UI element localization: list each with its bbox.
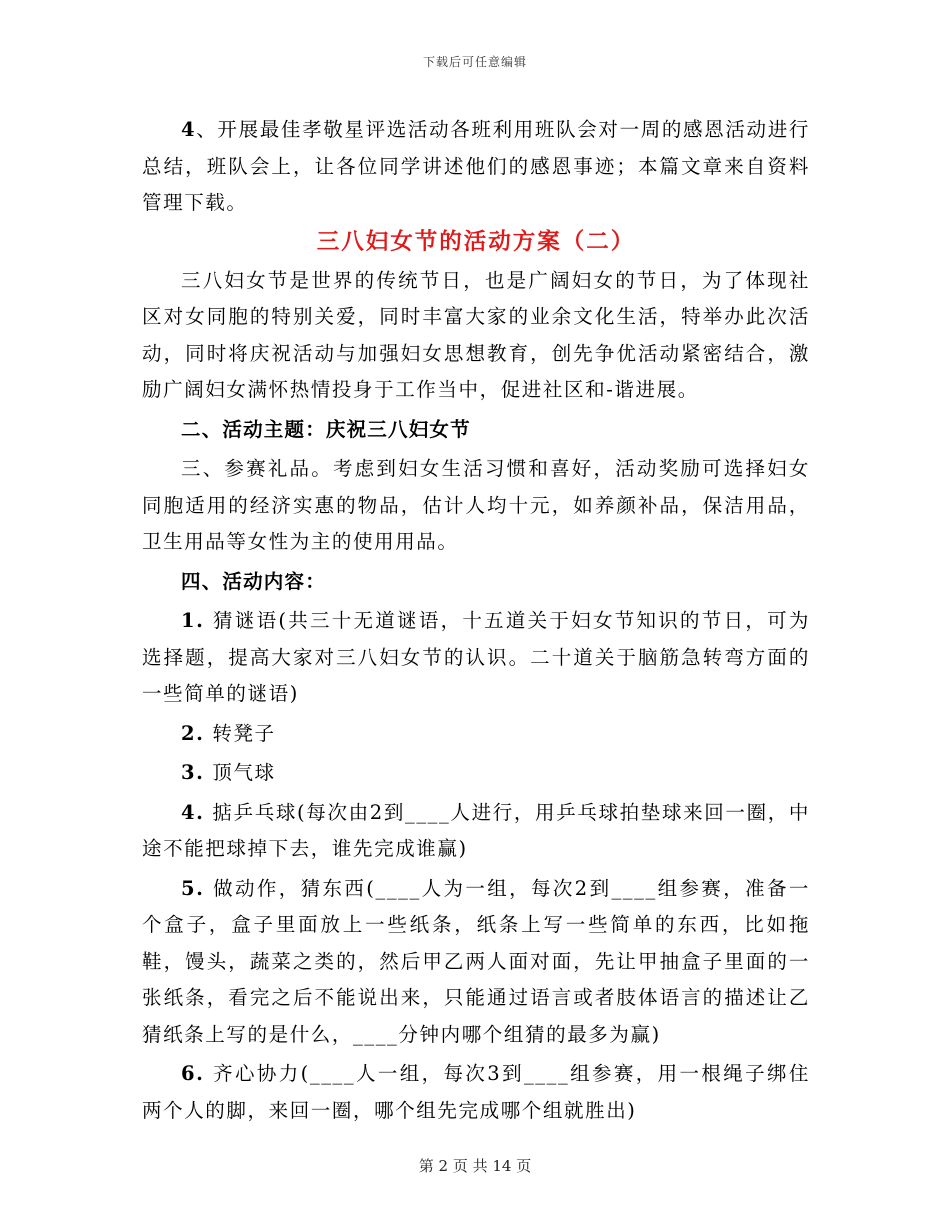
list-item xyxy=(142,716,810,753)
item-text: 转凳子 xyxy=(204,721,276,745)
list-item xyxy=(142,871,810,1054)
page-footer: 第 2 页 共 14 页 xyxy=(418,1157,532,1175)
list-item xyxy=(142,1056,810,1129)
item-number: 6. xyxy=(181,1062,205,1085)
paragraph-item-4 xyxy=(142,112,810,222)
section-title: 三八妇女节的活动方案（二） xyxy=(316,228,636,255)
theme-heading: 二、活动主题：庆祝三八妇女节 xyxy=(181,417,471,441)
item-text: 做动作，猜东西(____人为一组，每次2到____组参赛，准备一个盒子，盒子里面放上一些纸条，纸条上写一些简单的东西，比如拖鞋，馒头，蔬菜之类的，然后甲乙两人面对面，先让甲抽盒子里面的一张纸条，看完之后不能说出来，只能通过语言或者肢体语言的描述让乙猜纸条上写的是什么，____分钟内哪个组猜的最多为赢) xyxy=(142,876,810,1046)
item-number: 2. xyxy=(181,721,205,745)
intro-paragraph: 三八妇女节是世界的传统节日，也是广阔妇女的节日，为了体现社区对女同胞的特别关爱，同时丰富大家的业余文化生活，特举办此次活动，同时将庆祝活动与加强妇女思想教育，创先争优活动紧密结合，激励广阔妇女满怀热情投身于工作当中，促进社区和-谐进展。 xyxy=(142,268,810,401)
item-text: 顶气球 xyxy=(204,761,276,784)
list-item xyxy=(142,795,810,868)
list-item xyxy=(142,755,810,792)
item-number: 3. xyxy=(181,761,205,784)
document-body xyxy=(142,112,810,1129)
item-text: 掂乒乓球(每次由2到____人进行，用乒乓球拍垫球来回一圈，中途不能把球掉下去，谁先完成谁赢) xyxy=(142,800,810,860)
item-text: 齐心协力(____人一组，每次3到____组参赛，用一根绳子绑住两个人的脚，来回一圈，哪个组先完成哪个组就胜出) xyxy=(142,1062,810,1122)
page-header: 下载后可任意编辑 xyxy=(422,55,527,69)
list-item xyxy=(142,603,810,713)
item-number: 4. xyxy=(181,800,205,824)
item-number: 5. xyxy=(181,876,205,900)
item-text: 猜谜语(共三十无道谜语，十五道关于妇女节知识的节日，可为选择题，提高大家对三八妇女节的认识。二十道关于脑筋急转弯方面的一些简单的谜语) xyxy=(142,609,810,705)
prizes-paragraph: 三、参赛礼品。考虑到妇女生活习惯和喜好，活动奖励可选择妇女同胞适用的经济实惠的物品，估计人均十元，如养颜补品，保洁用品，卫生用品等女性为主的使用用品。 xyxy=(142,457,810,553)
item-text: 、开展最佳孝敬星评选活动各班利用班队会对一周的感恩活动进行总结，班队会上，让各位同学讲述他们的感恩事迹；本篇文章来自资料管理下载。 xyxy=(142,118,810,214)
item-number: 1. xyxy=(181,609,205,632)
content-heading: 四、活动内容： xyxy=(181,569,326,593)
item-number: 4 xyxy=(181,118,197,141)
